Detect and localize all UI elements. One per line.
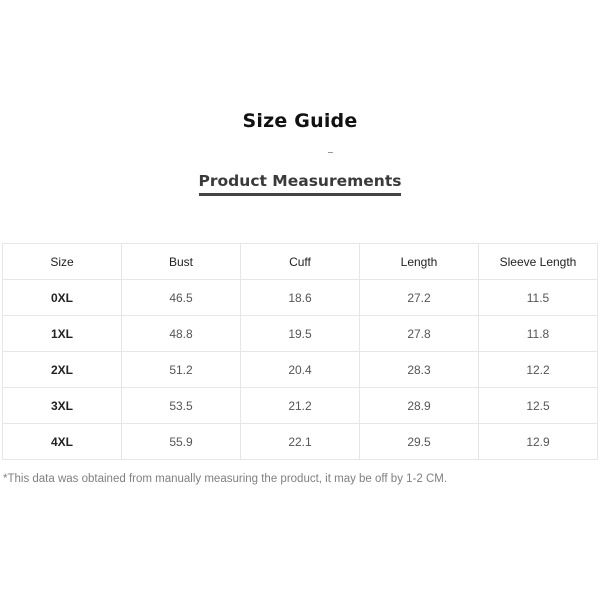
size-table-container xyxy=(2,243,598,460)
subtitle-container xyxy=(0,172,600,196)
cuff-cell: 18.6 xyxy=(241,280,360,316)
sleeve-length-cell: 12.2 xyxy=(479,352,598,388)
sleeve-length-cell: 11.5 xyxy=(479,280,598,316)
table-row xyxy=(3,280,598,316)
length-cell: 27.2 xyxy=(360,280,479,316)
bust-cell: 46.5 xyxy=(122,280,241,316)
size-cell: 1XL xyxy=(3,316,122,352)
header-sleeve-length: Sleeve Length xyxy=(479,244,598,280)
table-header-row xyxy=(3,244,598,280)
section-subtitle: Product Measurements xyxy=(199,172,402,196)
cuff-cell: 20.4 xyxy=(241,352,360,388)
size-cell: 0XL xyxy=(3,280,122,316)
length-cell: 29.5 xyxy=(360,424,479,460)
cuff-cell: 19.5 xyxy=(241,316,360,352)
table-row xyxy=(3,388,598,424)
length-cell: 28.3 xyxy=(360,352,479,388)
length-cell: 28.9 xyxy=(360,388,479,424)
length-cell: 27.8 xyxy=(360,316,479,352)
size-cell: 3XL xyxy=(3,388,122,424)
header-bust: Bust xyxy=(122,244,241,280)
bust-cell: 53.5 xyxy=(122,388,241,424)
size-cell: 4XL xyxy=(3,424,122,460)
decorative-dash xyxy=(328,152,333,153)
bust-cell: 55.9 xyxy=(122,424,241,460)
sleeve-length-cell: 12.5 xyxy=(479,388,598,424)
bust-cell: 48.8 xyxy=(122,316,241,352)
page-title: Size Guide xyxy=(242,110,358,132)
measurement-disclaimer: *This data was obtained from manually measuring the product, it may be off by 1-2 CM. xyxy=(3,473,448,485)
table-row xyxy=(3,424,598,460)
table-row xyxy=(3,352,598,388)
cuff-cell: 22.1 xyxy=(241,424,360,460)
cuff-cell: 21.2 xyxy=(241,388,360,424)
header-cuff: Cuff xyxy=(241,244,360,280)
size-table xyxy=(2,243,598,460)
sleeve-length-cell: 11.8 xyxy=(479,316,598,352)
header-size: Size xyxy=(3,244,122,280)
sleeve-length-cell: 12.9 xyxy=(479,424,598,460)
table-row xyxy=(3,316,598,352)
size-cell: 2XL xyxy=(3,352,122,388)
bust-cell: 51.2 xyxy=(122,352,241,388)
header-length: Length xyxy=(360,244,479,280)
